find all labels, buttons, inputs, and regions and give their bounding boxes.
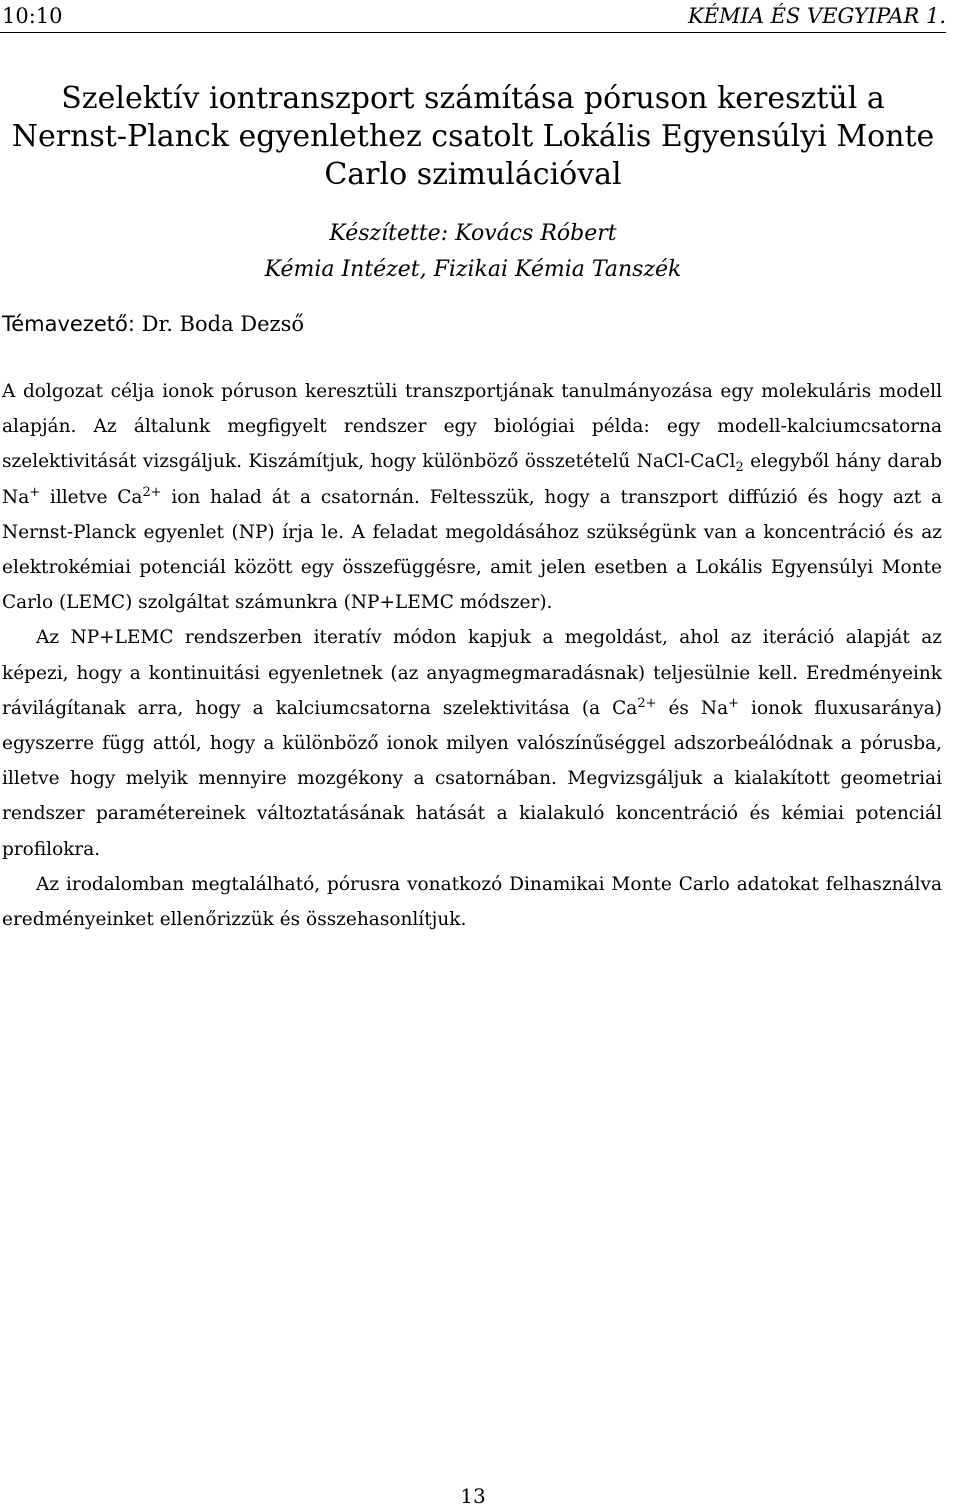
abstract — [2, 374, 942, 937]
author-affiliation: Kémia Intézet, Fizikai Kémia Tanszék — [264, 257, 682, 282]
p1-text-c: illetve Ca — [40, 486, 143, 508]
running-header — [0, 4, 946, 33]
p1-text-a: A dolgozat célja ionok póruson keresztüli transzportjának tanulmányozása egy molekuláris modell alapján. Az általunk megfigyelt rendszer egy biológiai példa: egy modell-kalciumcsatorna szelektivitását vizsgáljuk. Kiszámítjuk, hogy különböző összetételű NaCl-CaCl — [2, 381, 942, 473]
abstract-paragraph-2 — [2, 620, 942, 866]
paper-title — [0, 80, 946, 194]
p1-superscript-1: + — [29, 484, 41, 500]
p2-text-a: Az NP+LEMC rendszerben iteratív módon kapjuk a megoldást, ahol az iteráció alapját az képezi, hogy a kontinuitási egyenletnek (az anyagmegmaradásnak) teljesülnie kell. Eredményeink rávilágítanak arra, hogy a kalciumcsatorna szelektivitása (a Ca — [2, 627, 942, 719]
abstract-paragraph-1 — [2, 374, 942, 620]
page-number: 13 — [460, 1484, 486, 1508]
header-journal: KÉMIA ÉS VEGYIPAR 1. — [688, 4, 946, 28]
author-name: Készítette: Kovács Róbert — [329, 221, 617, 246]
p2-text-b: és Na — [656, 697, 729, 719]
supervisor-label: Témavezető: — [2, 312, 135, 336]
p2-text-c: ionok fluxusaránya) egyszerre függ attól, hogy a különböző ionok milyen valószínűséggel adszorbeálódnak a pórusba, illetve hogy melyik mennyire mozgékony a csatornában. Megvizsgáljuk a kialakított geometriai rendszer paramétereinek változtatásának hatását a kialakuló koncentráció és kémiai potenciál profilokra. — [2, 697, 942, 860]
supervisor-line — [2, 312, 304, 336]
p2-superscript-1: 2+ — [637, 695, 657, 711]
p2-superscript-2: + — [728, 695, 739, 711]
title-line-3: Carlo szimulációval — [324, 157, 622, 192]
author-block — [0, 216, 946, 288]
title-line-1: Szelektív iontranszport számítása póruson keresztül a — [61, 81, 885, 116]
title-line-2: Nernst-Planck egyenlethez csatolt Lokális Egyensúlyi Monte — [11, 119, 935, 154]
p1-text-d: ion halad át a csatornán. Feltesszük, hogy a transzport diffúzió és hogy azt a Nernst-Planck egyenlet (NP) írja le. A feladat megoldásához szükségünk van a koncentráció és az elektrokémiai potenciál között egy összefüggésre, amit jelen esetben a Lokális Egyensúlyi Monte Carlo (LEMC) szolgáltat számunkra (NP+LEMC módszer). — [2, 486, 942, 614]
abstract-paragraph-3: Az irodalomban megtalálható, pórusra vonatkozó Dinamikai Monte Carlo adatokat felhasználva eredményeinket ellenőrizzük és összehasonlítjuk. — [2, 873, 942, 931]
header-time: 10:10 — [2, 4, 63, 28]
p1-subscript: 2 — [735, 460, 744, 476]
p1-superscript-2: 2+ — [142, 484, 162, 500]
supervisor-name: Dr. Boda Dezső — [141, 312, 305, 336]
p1-text-b: elegyből hány darab Na — [2, 451, 943, 508]
